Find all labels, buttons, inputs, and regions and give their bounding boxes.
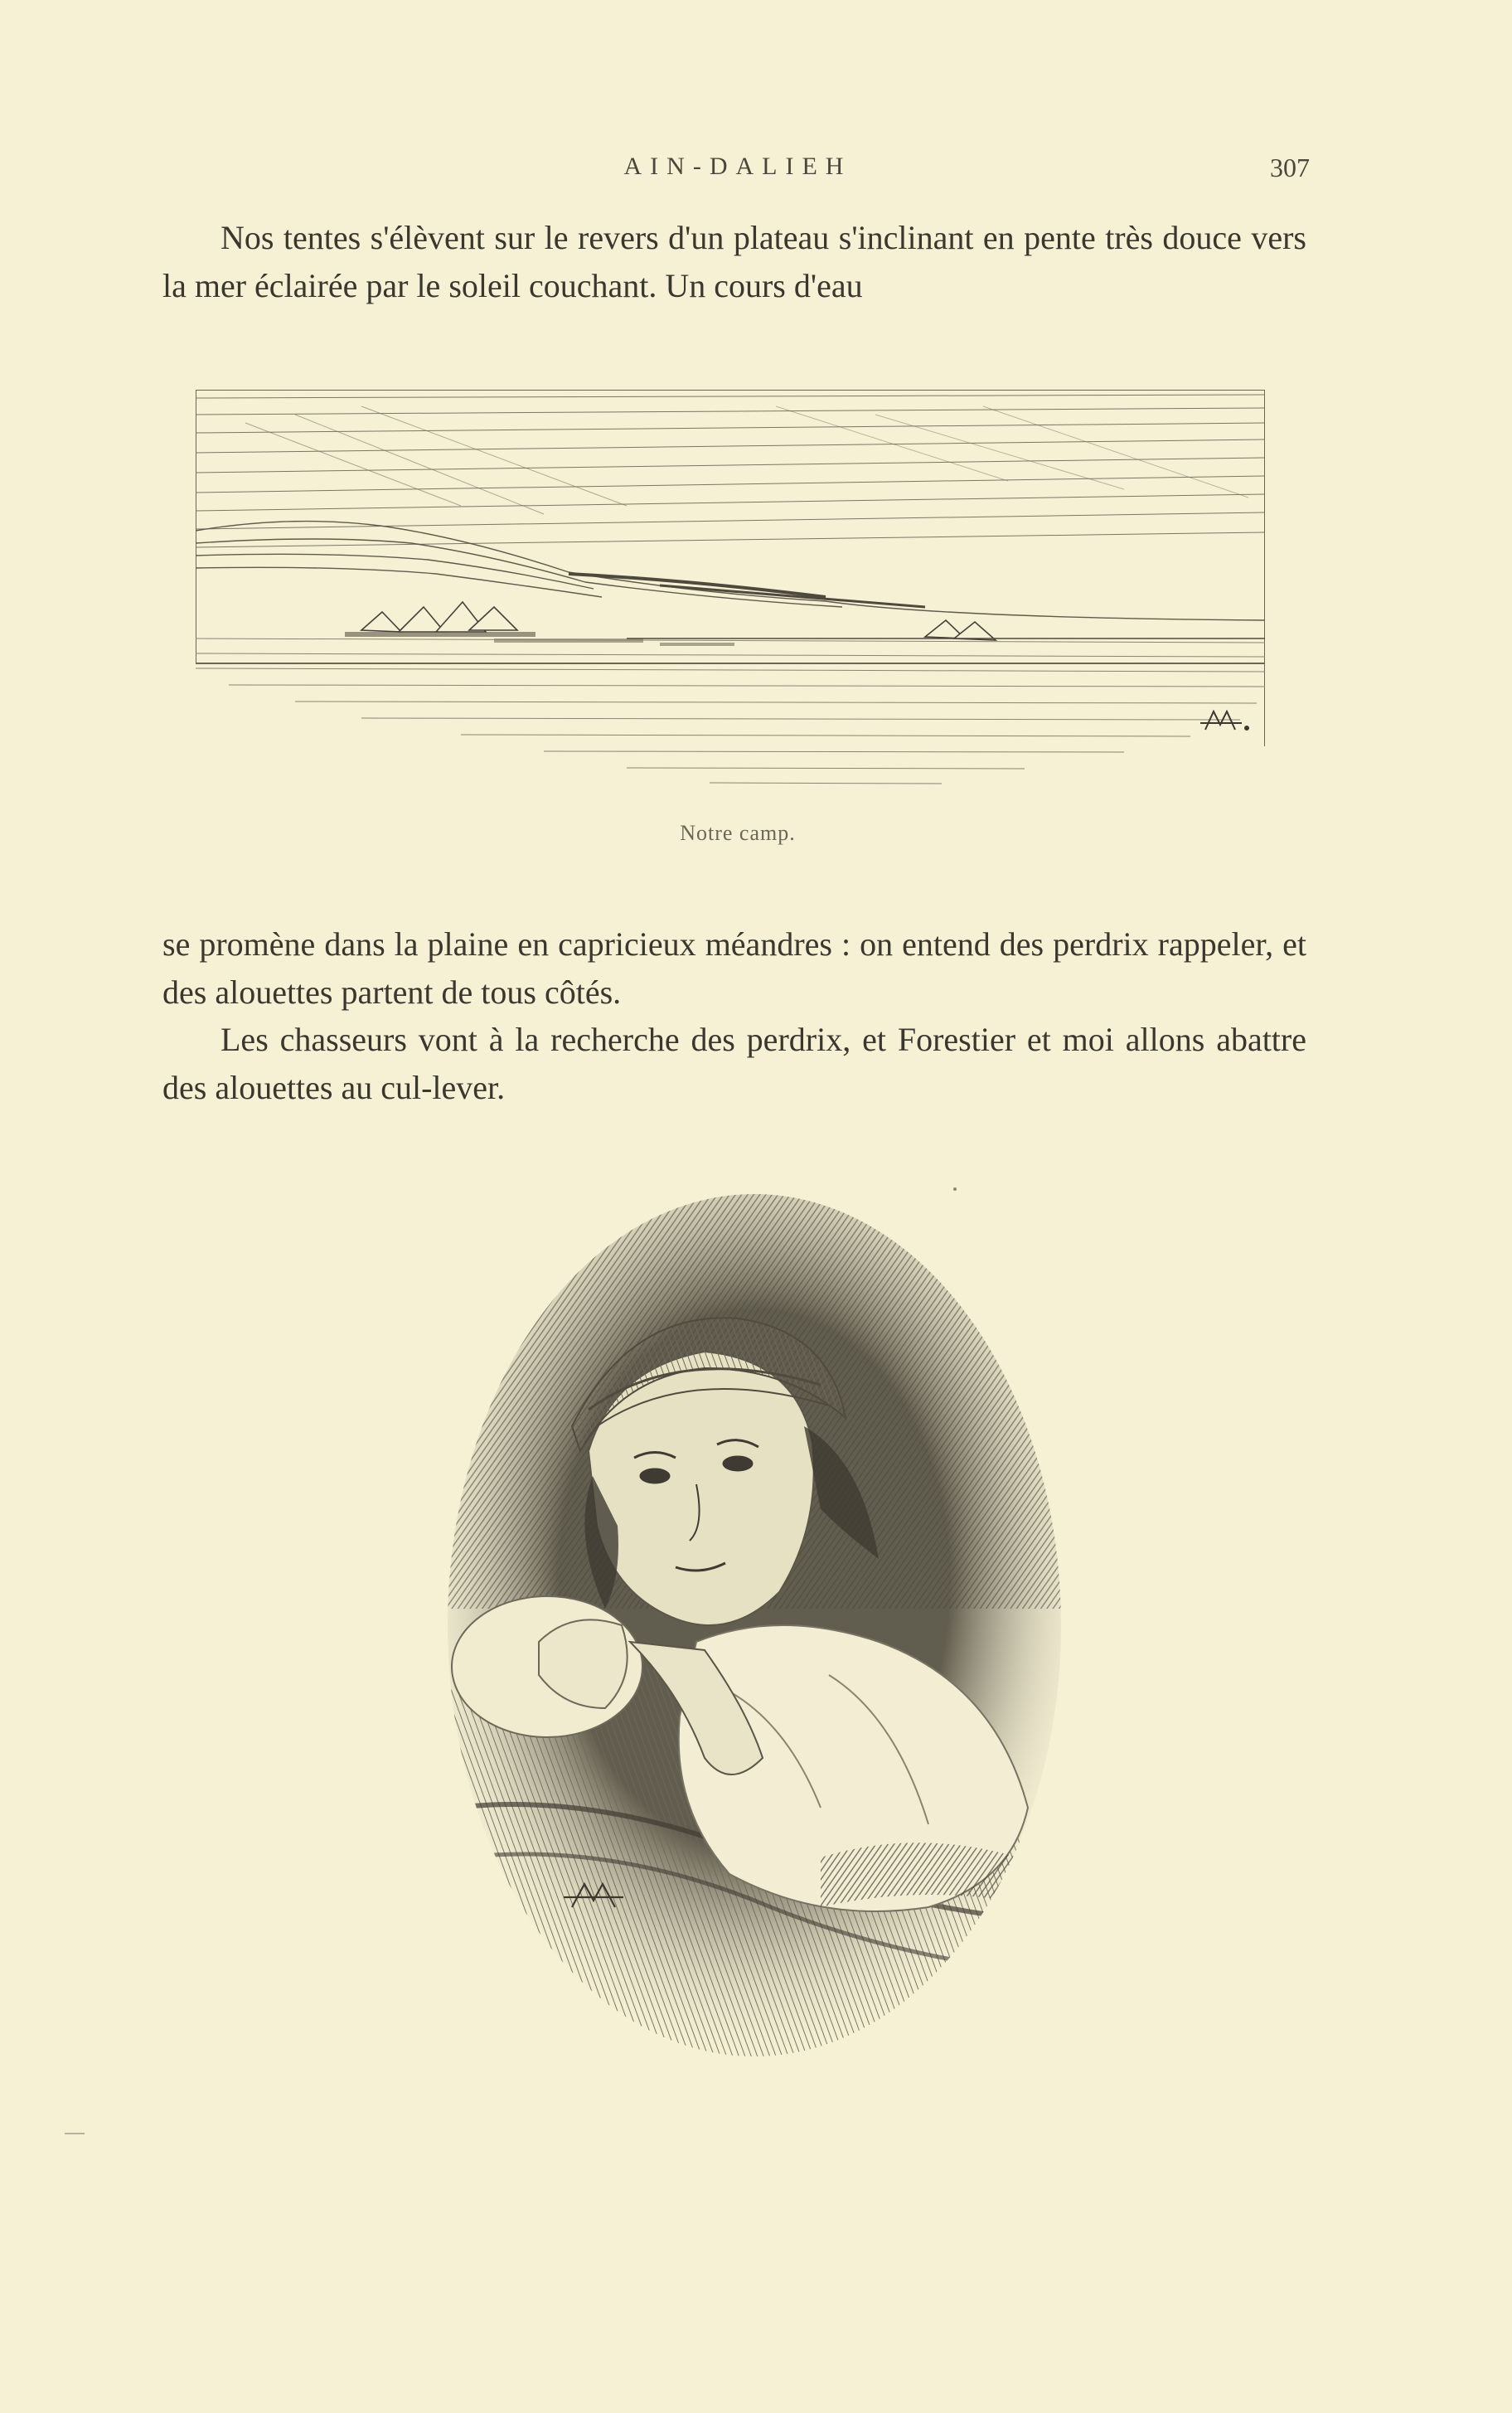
- landscape-illustration: [196, 390, 1265, 804]
- paragraph-2: se promène dans la plaine en capricieux méandres : on entend des perdrix rappeler, et des alouettes partent de tous côtés.: [162, 925, 1306, 1011]
- figure-caption: Notre camp.: [680, 821, 796, 845]
- signature-mark: [1200, 711, 1248, 730]
- portrait-illustration: [431, 1177, 1078, 2073]
- page-number: 307: [1270, 153, 1310, 182]
- hills: [196, 522, 1265, 620]
- running-title: AIN-DALIEH: [623, 153, 852, 180]
- sky-hatching: [196, 395, 1265, 547]
- plain-hatching: [196, 638, 1265, 784]
- paragraph-1: Nos tentes s'élèvent sur le revers d'un plateau s'inclinant en pente très douce vers la mer éclairée par le soleil couchant. Un cours d'eau: [162, 219, 1306, 304]
- paragraph-3: Les chasseurs vont à la recherche des perdrix, et Forestier et moi allons abattre des alouettes au cul-lever.: [162, 1021, 1306, 1106]
- paper-mark: [65, 2133, 85, 2134]
